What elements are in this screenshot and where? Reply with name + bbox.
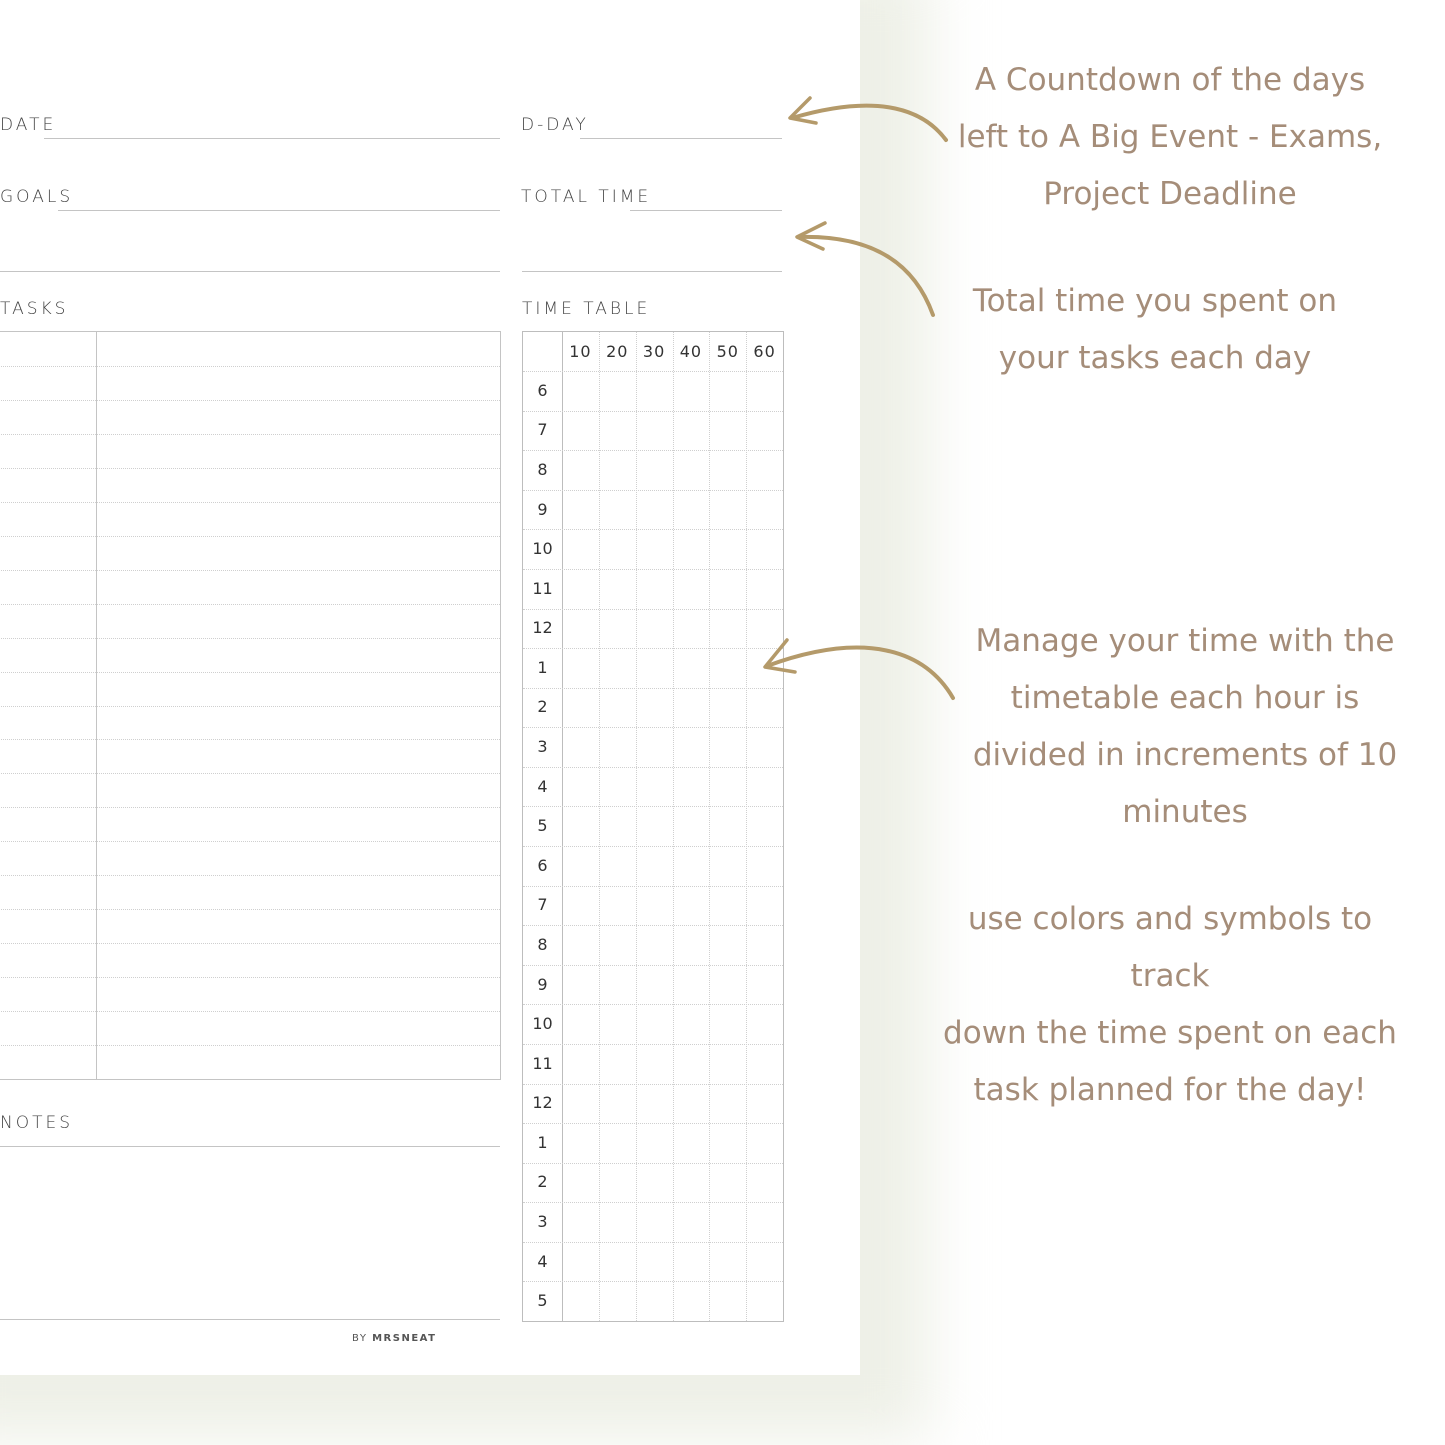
goals-label: GOALS <box>0 187 74 207</box>
annotation-line: task planned for the day! <box>973 1072 1367 1108</box>
task-row-line <box>0 739 500 740</box>
timetable-hour-label: 11 <box>532 1053 553 1073</box>
timetable-hour-label: 6 <box>537 855 548 875</box>
timetable-row-line <box>523 490 783 491</box>
timetable-row-line <box>523 1281 783 1282</box>
timetable-row-line <box>523 1163 783 1164</box>
timetable-column-line <box>709 332 710 1321</box>
timetable-column-line <box>673 332 674 1321</box>
task-row-line <box>0 977 500 978</box>
annotation-line: Project Deadline <box>1043 176 1297 212</box>
task-row-line <box>0 1011 500 1012</box>
annotation-line: left to A Big Event - Exams, <box>957 119 1383 155</box>
annotation-line: Manage your time with the <box>975 623 1395 659</box>
timetable-column-line <box>746 332 747 1321</box>
timetable-row-line <box>523 1202 783 1203</box>
notes-label: NOTES <box>0 1113 74 1133</box>
annotation-line: minutes <box>1122 794 1248 830</box>
timetable-column-line <box>599 332 600 1321</box>
timetable-row-line <box>523 806 783 807</box>
timetable-hour-label: 1 <box>537 657 548 677</box>
task-row-line <box>0 434 500 435</box>
timetable-row-line <box>523 1044 783 1045</box>
timetable-row-line <box>523 529 783 530</box>
timetable-hour-label: 10 <box>532 1014 553 1034</box>
total-time-field[interactable] <box>630 210 782 211</box>
timetable-hour-label: 3 <box>537 1212 548 1232</box>
notes-area[interactable] <box>0 1147 500 1318</box>
timetable-hour-label: 11 <box>532 578 553 598</box>
task-row-line <box>0 807 500 808</box>
timetable-minute-header: 30 <box>642 342 666 361</box>
timetable-hour-label: 6 <box>537 380 548 400</box>
timetable-minute-header: 60 <box>753 342 776 361</box>
timetable-hour-label: 3 <box>537 737 548 757</box>
timetable-column-line <box>636 332 637 1321</box>
timetable-row-line <box>523 727 783 728</box>
task-row-line <box>0 773 500 774</box>
credit-brand: MRSNEAT <box>372 1333 437 1344</box>
timetable-row-line <box>523 609 783 610</box>
annotation-line: A Countdown of the days <box>974 62 1366 98</box>
task-row-line <box>0 502 500 503</box>
curved-arrow-icon <box>780 85 960 155</box>
date-label: DATE <box>0 115 57 135</box>
timetable-annotation <box>955 613 1415 841</box>
timetable-hour-label: 5 <box>537 816 548 836</box>
timetable-hour-label: 10 <box>532 539 553 559</box>
task-row-line <box>0 875 500 876</box>
tasks-label: TASKS <box>0 299 69 319</box>
curved-arrow-icon <box>785 215 945 325</box>
timetable-hour-label: 4 <box>537 1251 548 1271</box>
annotation-line: timetable each hour is <box>1010 680 1360 716</box>
task-row-line <box>0 570 500 571</box>
timetable-row-line <box>523 1242 783 1243</box>
tasks-table[interactable] <box>0 331 501 1080</box>
total-time-field-line-2[interactable] <box>522 271 782 272</box>
timetable-minute-header: 10 <box>569 342 592 361</box>
task-row-line <box>0 604 500 605</box>
notes-bottom-line <box>0 1319 500 1320</box>
timetable-row-line <box>523 1004 783 1005</box>
timetable-minute-header: 50 <box>716 342 739 361</box>
annotation-line: Total time you spent on <box>972 283 1338 319</box>
timetable-hour-label: 12 <box>532 1093 553 1113</box>
countdown-annotation <box>940 52 1400 223</box>
timetable-row-line <box>523 569 783 570</box>
colors-tip-annotation <box>930 891 1410 1119</box>
task-row-line <box>0 366 500 367</box>
task-row-line <box>0 400 500 401</box>
brand-credit <box>352 1333 436 1344</box>
task-row-line <box>0 1045 500 1046</box>
timetable-hour-label: 7 <box>537 895 548 915</box>
task-row-line <box>0 706 500 707</box>
goals-field-line-2[interactable] <box>0 271 500 272</box>
annotation-line: your tasks each day <box>998 340 1312 376</box>
timetable-minute-header: 20 <box>606 342 629 361</box>
dday-label: D-DAY <box>521 115 589 135</box>
timetable-label: TIME TABLE <box>522 299 651 319</box>
timetable-row-line <box>523 648 783 649</box>
timetable-row-line <box>523 371 783 372</box>
credit-prefix: BY <box>352 1333 368 1344</box>
timetable-hour-label: 8 <box>537 459 548 479</box>
annotation-line: use colors and symbols to track <box>967 901 1373 994</box>
dday-field[interactable] <box>580 138 782 139</box>
timetable-hour-label: 7 <box>537 420 548 440</box>
timetable-hour-label: 2 <box>537 697 548 717</box>
task-row-line <box>0 943 500 944</box>
timetable-hour-label: 9 <box>537 974 548 994</box>
task-row-line <box>0 672 500 673</box>
total-time-annotation <box>925 273 1385 387</box>
timetable-row-line <box>523 965 783 966</box>
task-row-line <box>0 536 500 537</box>
timetable-minute-header: 40 <box>679 342 703 361</box>
timetable-hour-label: 9 <box>537 499 548 519</box>
curved-arrow-icon <box>755 630 965 710</box>
timetable-row-line <box>523 767 783 768</box>
task-row-line <box>0 841 500 842</box>
timetable-hour-label: 4 <box>537 776 548 796</box>
timetable-row-line <box>523 1123 783 1124</box>
timetable-hour-label: 12 <box>532 618 553 638</box>
date-field[interactable] <box>44 138 500 139</box>
task-row-line <box>0 468 500 469</box>
annotation-line: divided in increments of 10 <box>972 737 1398 773</box>
task-row-line <box>0 638 500 639</box>
timetable-row-line <box>523 688 783 689</box>
annotation-line: down the time spent on each <box>943 1015 1397 1051</box>
timetable-row-line <box>523 846 783 847</box>
timetable-row-line <box>523 886 783 887</box>
timetable-grid[interactable] <box>522 331 784 1322</box>
total-time-label: TOTAL TIME <box>521 187 652 207</box>
timetable-hour-label: 8 <box>537 934 548 954</box>
goals-field[interactable] <box>58 210 500 211</box>
timetable-row-line <box>523 925 783 926</box>
timetable-hour-divider <box>562 332 563 1321</box>
timetable-row-line <box>523 1084 783 1085</box>
timetable-hour-label: 1 <box>537 1132 548 1152</box>
timetable-hour-label: 5 <box>537 1291 548 1311</box>
timetable-row-line <box>523 450 783 451</box>
timetable-hour-label: 2 <box>537 1172 548 1192</box>
task-row-line <box>0 909 500 910</box>
timetable-row-line <box>523 411 783 412</box>
